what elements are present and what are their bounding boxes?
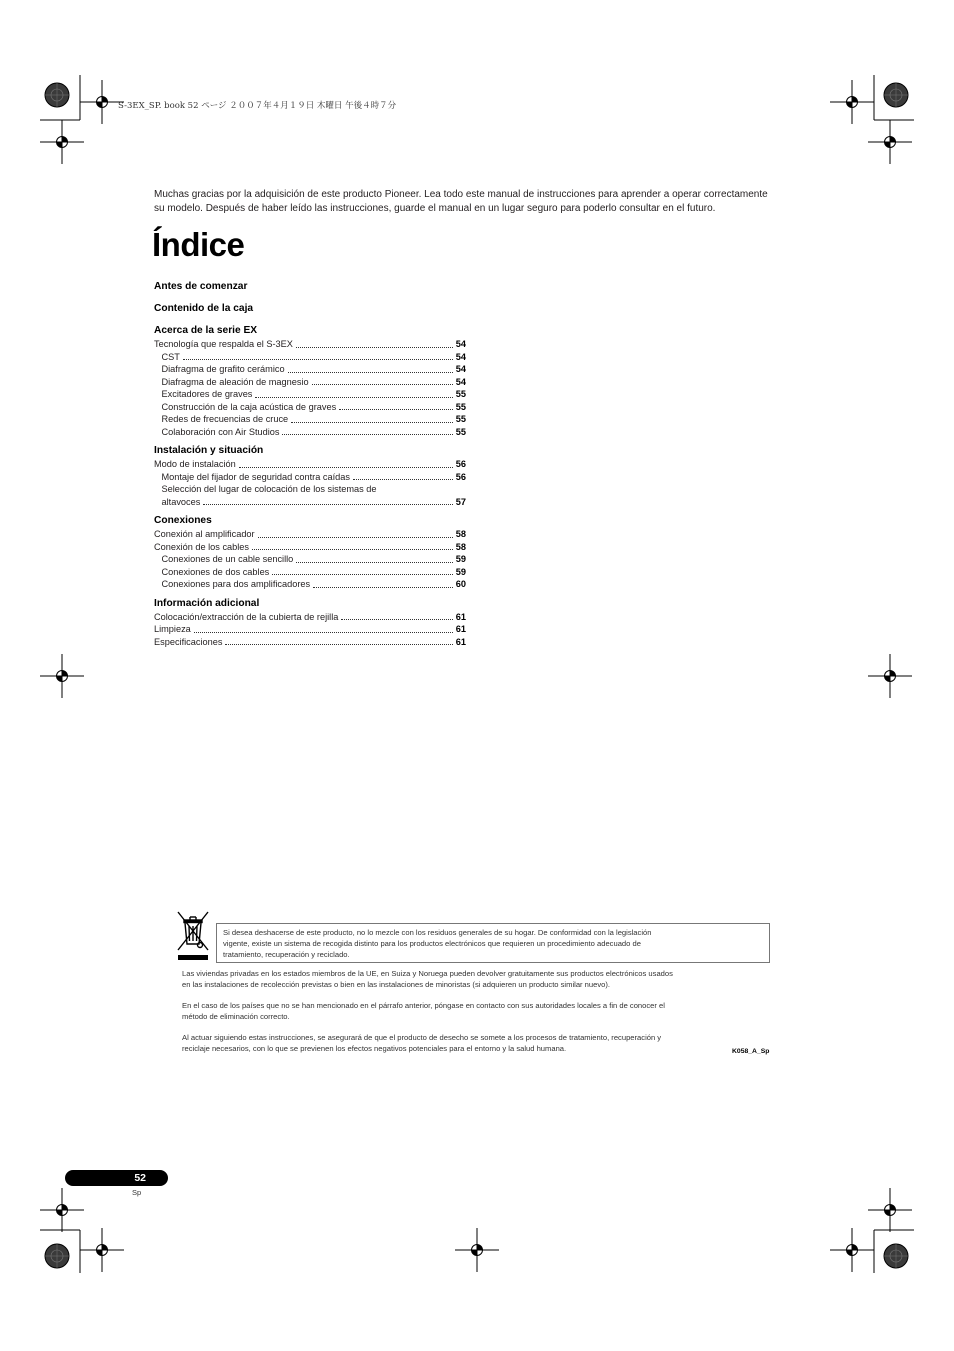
toc-entry[interactable] [154,401,466,414]
toc-entry-page: 54 [455,364,466,374]
toc-entry[interactable] [154,553,466,566]
toc-entry-label: Excitadores de graves [161,389,253,399]
toc-entry[interactable] [154,388,466,401]
toc-entry-label: Conexión de los cables [154,541,249,552]
toc-entry[interactable] [154,541,466,554]
toc-entry-label: Colaboración con Air Studios [161,426,280,437]
dot-leader [272,574,452,575]
dot-leader [258,537,453,538]
document-code: K058_A_Sp [732,1048,770,1055]
toc-entry[interactable] [154,351,466,364]
crossed-out-wheelie-bin-icon [174,908,214,966]
dot-leader [353,479,453,480]
toc-entry-label: Conexiones de un cable sencillo [161,554,294,564]
toc-entry-label: Construcción de la caja acústica de graves [161,401,337,412]
dot-leader [282,434,452,435]
dot-leader [296,347,453,348]
toc-entry-label: Redes de frecuencias de cruce [161,414,289,424]
weee-line: En el caso de los países que no se han mencionado en el párrafo anterior, póngase en contacto con sus autoridades locales a fin de conocer el [182,1001,665,1010]
toc-entry[interactable] [154,426,466,439]
toc-entry[interactable] [154,413,466,426]
toc-entry-page: 55 [455,401,466,412]
file-info-header: S-3EX_SP. book 52 ページ ２００７年４月１９日 木曜日 午後４時７分 [118,101,397,111]
dot-leader [341,619,452,620]
toc-section-heading[interactable]: Contenido de la caja [154,303,254,314]
toc-entry[interactable] [154,338,466,351]
intro-line: su modelo. Después de haber leído las instrucciones, guarde el manual en un lugar seguro para poderlo consultar en el futuro. [154,202,716,214]
toc-entry-label: CST [161,351,180,362]
toc-entry-page: 61 [455,611,466,622]
table-of-contents [154,280,466,654]
language-code: Sp [132,1188,142,1197]
toc-entry-page: 60 [455,579,466,589]
toc-entry-label: Colocación/extracción de la cubierta de rejilla [154,611,339,622]
toc-section-heading[interactable]: Antes de comenzar [154,281,248,292]
dot-leader [255,397,452,398]
weee-line: Las viviendas privadas en los estados miembros de la UE, en Suiza y Noruega pueden devolver gratuitamente sus productos electrónicos usados [182,969,673,978]
toc-entry-page: 59 [455,566,466,577]
weee-notice-box [216,923,770,963]
weee-box-line: Si desea deshacerse de este producto, no lo mezcle con los residuos generales de su hogar. De conformidad con la legislación [223,928,652,937]
toc-entry[interactable] [154,363,466,376]
dot-leader [225,644,452,645]
toc-entry-label: altavoces [161,496,201,507]
toc-entry-label: Limpieza [154,624,191,634]
dot-leader [252,549,453,550]
toc-entry-label: Tecnología que respalda el S-3EX [154,339,293,349]
toc-section-entries [154,338,466,438]
toc-entry-page: 61 [455,624,466,634]
dot-leader [183,359,453,360]
toc-entry[interactable] [154,578,466,591]
page-number: 52 [134,1172,146,1184]
toc-entry-label: Conexión al amplificador [154,529,255,539]
weee-line: reciclaje necesarios, con lo que se previenen los efectos negativos potenciales para el entorno y la salud humana. [182,1044,567,1053]
dot-leader [203,504,452,505]
toc-entry-page: 57 [455,496,466,507]
dot-leader [291,422,453,423]
dot-leader [313,587,453,588]
toc-section-entries [154,528,466,591]
toc-section-heading[interactable]: Acerca de la serie EX [154,325,258,336]
dot-leader [288,372,453,373]
toc-entry[interactable] [154,376,466,389]
toc-entry[interactable] [154,623,466,636]
dot-leader [339,409,453,410]
intro-line: Muchas gracias por la adquisición de este producto Pioneer. Lea todo este manual de instrucciones para aprender a operar correctamente [154,189,768,200]
toc-entry-page: 54 [455,339,466,349]
toc-entry-page: 55 [455,414,466,424]
toc-entry-page: 54 [455,376,466,387]
toc-section-heading[interactable]: Información adicional [154,597,260,609]
dot-leader [239,467,453,468]
toc-entry-label-line[interactable]: Selección del lugar de colocación de los sistemas de [161,484,377,494]
weee-box-line: vigente, existe un sistema de recogida distinto para los productos electrónicos que requieren un procedimiento adecuado de [223,939,641,948]
toc-entry[interactable] [154,496,466,509]
toc-entry-page: 61 [455,636,466,647]
toc-entry[interactable] [154,636,466,649]
toc-entry-label: Diafragma de grafito cerámico [161,364,285,374]
toc-entry-label: Especificaciones [154,636,223,647]
page-number-tab [65,1170,168,1186]
dot-leader [312,384,453,385]
weee-box-line: tratamiento, recuperación y reciclado. [223,950,350,959]
weee-paragraph [182,1000,772,1022]
toc-entry-page: 54 [455,351,466,362]
toc-entry[interactable] [154,566,466,579]
toc-entry-label: Conexiones para dos amplificadores [161,579,311,589]
weee-line: en las instalaciones de recolección previstas o bien en las instalaciones de minoristas (si adquieren un producto similar nuevo). [182,980,611,989]
toc-entry[interactable] [154,611,466,624]
toc-section-entries [154,458,466,508]
toc-entry-page: 56 [455,471,466,482]
intro-paragraph [154,188,834,215]
toc-entry[interactable] [154,458,466,471]
toc-section-entries [154,611,466,649]
dot-leader [194,632,453,633]
toc-entry-page: 58 [455,529,466,539]
weee-line: método de eliminación correcto. [182,1012,290,1021]
page-title: Índice [152,226,245,263]
toc-entry-label: Diafragma de aleación de magnesio [161,376,309,387]
toc-entry-label: Montaje del fijador de seguridad contra caídas [161,471,350,482]
toc-entry-page: 55 [455,426,466,437]
toc-entry-label: Modo de instalación [154,459,236,469]
toc-entry[interactable] [154,528,466,541]
toc-entry-page: 58 [455,541,466,552]
toc-entry-page: 55 [455,389,466,399]
dot-leader [296,562,452,563]
toc-entry-page: 56 [455,459,466,469]
weee-paragraph [182,1032,772,1054]
toc-entry-label: Conexiones de dos cables [161,566,270,577]
toc-entry-page: 59 [455,554,466,564]
toc-entry[interactable] [154,471,466,484]
toc-section-heading[interactable]: Conexiones [154,515,212,526]
weee-paragraph [182,968,772,990]
weee-line: Al actuar siguiendo estas instrucciones, se asegurará de que el producto de desecho se somete a los procesos de tratamiento, recuperación y [182,1033,662,1042]
toc-section-heading[interactable]: Instalación y situación [154,445,264,456]
